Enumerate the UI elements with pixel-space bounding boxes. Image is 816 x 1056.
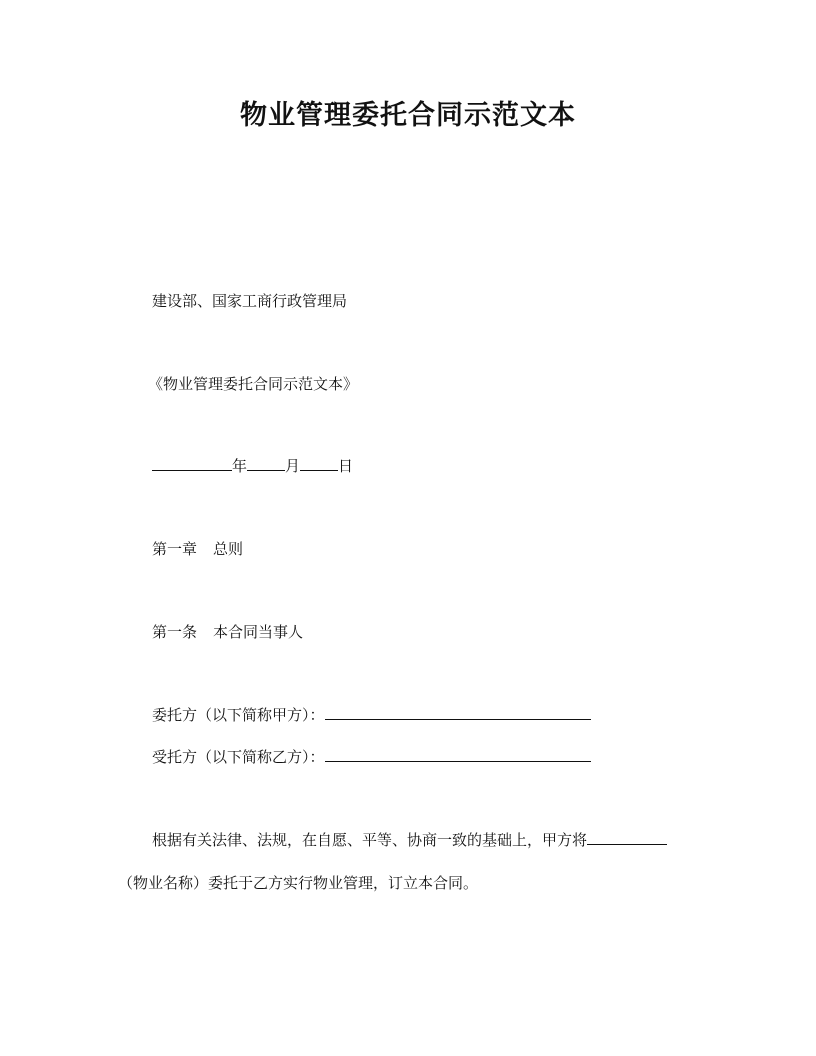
document-name-line: 《物业管理委托合同示范文本》 <box>148 375 359 393</box>
day-label: 日 <box>338 457 354 475</box>
chapter-number: 第一章 <box>152 540 198 558</box>
party-b-label: 受托方（以下简称乙方）： <box>152 748 325 766</box>
party-a-line <box>152 704 591 726</box>
year-label: 年 <box>232 457 248 475</box>
article-heading <box>152 621 303 643</box>
article-title: 本合同当事人 <box>213 623 304 641</box>
party-b-line <box>152 746 591 768</box>
chapter-title: 总则 <box>213 540 244 558</box>
party-a-label: 委托方（以下简称甲方）： <box>152 706 325 724</box>
party-b-blank[interactable] <box>325 746 591 762</box>
party-a-blank[interactable] <box>325 704 591 720</box>
chapter-heading <box>152 538 243 560</box>
year-blank[interactable] <box>152 455 232 471</box>
date-line <box>152 455 353 477</box>
property-name-blank[interactable] <box>587 829 667 845</box>
document-title: 物业管理委托合同示范文本 <box>240 100 576 131</box>
paragraph-text-1: 根据有关法律、法规，在自愿、平等、协商一致的基础上，甲方将 <box>152 831 588 849</box>
day-blank[interactable] <box>300 455 338 471</box>
paragraph-line-1 <box>152 829 667 851</box>
article-number: 第一条 <box>152 623 198 641</box>
month-blank[interactable] <box>247 455 285 471</box>
paragraph-line-2: （物业名称）委托于乙方实行物业管理，订立本合同。 <box>118 874 479 892</box>
issuer-line: 建设部、国家工商行政管理局 <box>152 292 348 310</box>
month-label: 月 <box>285 457 301 475</box>
